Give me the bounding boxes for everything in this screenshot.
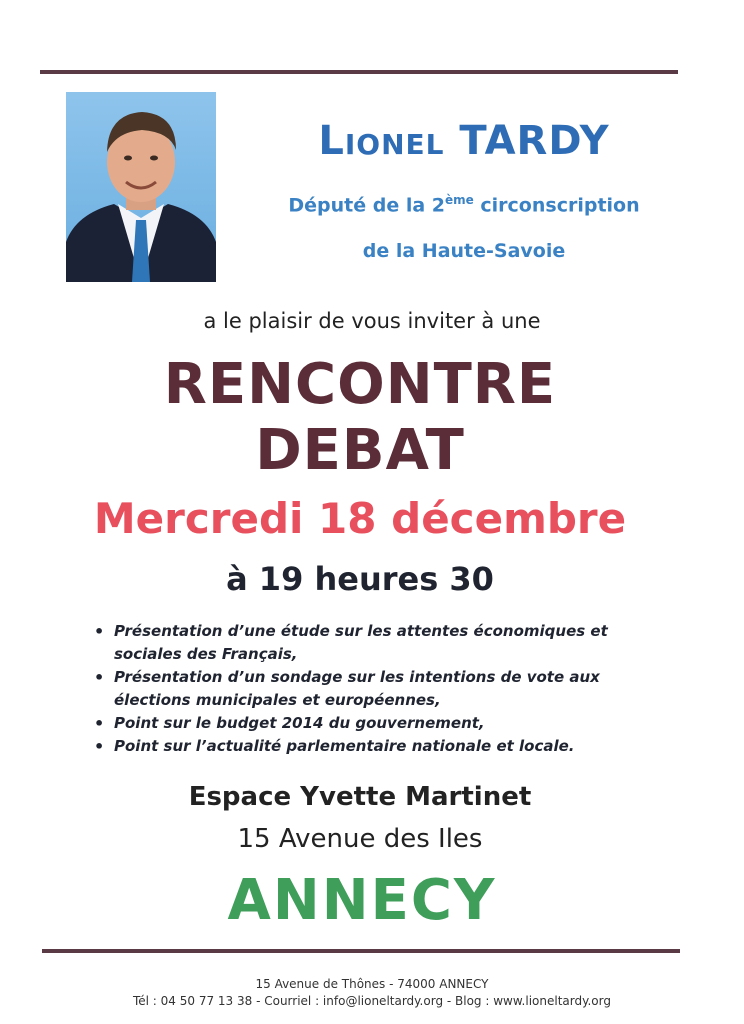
event-date: Mercredi 18 décembre bbox=[93, 494, 627, 543]
footer-address: 15 Avenue de Thônes - 74000 ANNECY bbox=[255, 977, 489, 991]
agenda-item: • Présentation d’un sondage sur les intentions de vote aux élections municipales et européennes, bbox=[92, 666, 672, 712]
venue-city: ANNECY bbox=[227, 868, 497, 933]
event-title-line-2: DEBAT bbox=[255, 418, 465, 483]
event-time: à 19 heures 30 bbox=[226, 560, 494, 598]
role-line-1 bbox=[230, 193, 698, 216]
footer-contact: Tél : 04 50 77 13 38 - Courriel : info@lioneltardy.org - Blog : www.lioneltardy.org bbox=[132, 994, 611, 1008]
venue-name: Espace Yvette Martinet bbox=[188, 782, 532, 812]
agenda-item: • Présentation d’une étude sur les attentes économiques et sociales des Français, bbox=[92, 620, 672, 666]
bottom-divider bbox=[42, 949, 680, 953]
role-line-2: de la Haute-Savoie bbox=[362, 240, 566, 262]
politician-name bbox=[230, 118, 698, 164]
invitation-intro: a le plaisir de vous inviter à une bbox=[203, 309, 541, 333]
last-name: TARDY bbox=[459, 118, 610, 164]
role-superscript: ème bbox=[445, 193, 474, 207]
top-divider bbox=[40, 70, 678, 74]
portrait-photo bbox=[66, 92, 216, 282]
role-text: Député de la 2 bbox=[288, 194, 445, 217]
agenda-list bbox=[92, 620, 672, 758]
agenda-item: • Point sur le budget 2014 du gouvernement, bbox=[92, 712, 672, 735]
role-text-end: circonscription bbox=[473, 194, 640, 217]
agenda-item: • Point sur l’actualité parlementaire nationale et locale. bbox=[92, 735, 672, 758]
venue-street: 15 Avenue des Iles bbox=[237, 824, 483, 854]
event-title-line-1: RENCONTRE bbox=[163, 352, 557, 417]
first-name: Lionel bbox=[318, 118, 445, 164]
